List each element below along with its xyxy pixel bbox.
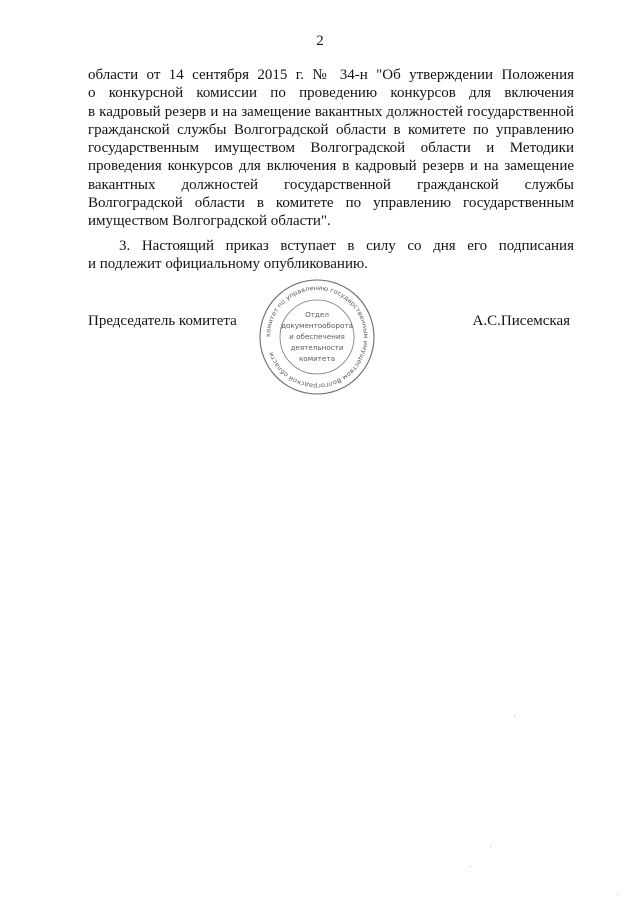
paragraph-2 [88,237,574,274]
signatory-name: А.С.Писемская [472,313,570,329]
scan-speck [514,716,515,717]
text-line: государственным имуществом Волгоградской области и Методики [88,140,574,157]
text-line: о конкурсной комиссии по проведению конкурсов для включения [88,85,574,102]
stamp-center-line: и обеспечения [289,332,345,341]
signatory-position: Председатель комитета [88,313,237,329]
stamp-ring-text: комитет по управлению государственным имуществом Волгоградской области [264,284,370,390]
scan-speck [617,894,618,895]
text-line: проведения конкурсов для включения в кадровый резерв и на замещение [88,158,574,175]
document-body [88,66,574,273]
text-line: области от 14 сентября 2015 г. № 34-н "Об утверждении Положения [88,67,574,83]
text-line: Волгоградской области в комитете по управлению государственным [88,195,574,212]
text-line: вакантных должностей государственной гражданской службы [88,176,574,193]
text-line: и подлежит официальному опубликованию. [88,255,368,272]
stamp-center-line: документооборота [281,321,353,330]
stamp-center-line: комитета [298,354,336,363]
page-number: 2 [316,33,324,49]
scan-speck [490,846,491,847]
text-line: гражданской службы Волгоградской области в комитете по управлению [88,121,574,138]
text-line: 3. Настоящий приказ вступает в силу со дня его подписания [119,237,574,254]
text-line: имуществом Волгоградской области". [88,213,331,230]
scan-speck [470,866,471,867]
text-line: в кадровый резерв и на замещение вакантных должностей государственной [88,103,574,120]
paragraph-1 [88,66,574,231]
stamp-center-line: Отдел [305,310,329,319]
stamp-center-line: деятельности [290,343,344,352]
official-stamp-icon [257,277,377,397]
